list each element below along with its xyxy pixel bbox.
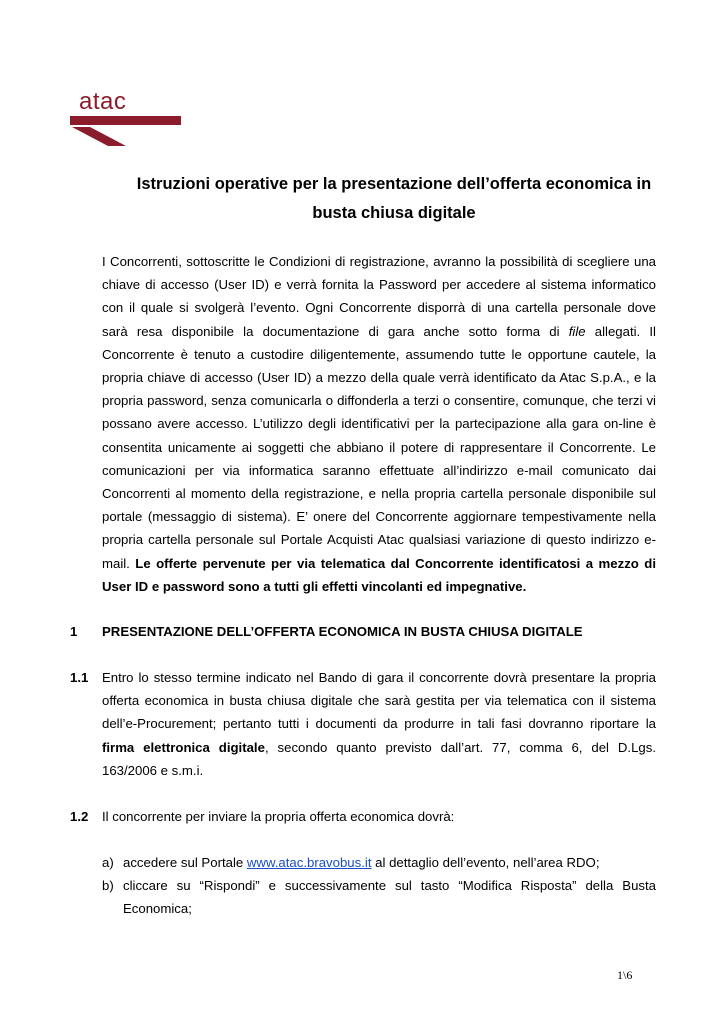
section-text-bold: firma elettronica digitale (102, 739, 265, 755)
list-text (123, 851, 656, 874)
steps-list (102, 851, 656, 920)
list-text: cliccare su “Rispondi” e successivamente sul tasto “Modifica Risposta” della Busta Economica; (123, 878, 656, 917)
section-number: 1 (70, 624, 78, 639)
section-heading: PRESENTAZIONE DELL’OFFERTA ECONOMICA IN BUSTA CHIUSA DIGITALE (102, 624, 583, 639)
list-item (102, 851, 656, 874)
section-text-part: Entro lo stesso termine indicato nel Bando di gara il concorrente dovrà presentare la propria offerta economica in busta chiusa digitale che sarà gestita per via telematica con il sistema dell’e-Procurement; pertanto tutti i documenti da produrre in tali fasi dovranno riportare la (102, 670, 656, 732)
intro-italic: file (568, 323, 586, 339)
section-text (102, 666, 656, 782)
intro-text-1: I Concorrenti, sottoscritte le Condizioni di registrazione, avranno la possibilità di scegliere una chiave di accesso (User ID) e verrà fornita la Password per accedere al sistema informatico con il quale si svolgerà l’evento. Ogni Concorrente disporrà di una cartella personale dove sarà resa disponibile la documentazione di gara anche sotto forma di (102, 254, 656, 339)
intro-bold: Le offerte pervenute per via telematica dal Concorrente identificatosi a mezzo di User ID e password sono a tutti gli effetti vincolanti ed impegnative. (102, 555, 656, 594)
list-marker: b) (102, 878, 114, 893)
logo-mark (70, 88, 185, 148)
title-line-2: busta chiusa digitale (312, 204, 476, 222)
section-text: Il concorrente per inviare la propria offerta economica dovrà: (102, 809, 455, 824)
list-item (102, 874, 656, 920)
page-number: 1\6 (617, 968, 633, 982)
logo-text: atac (79, 88, 127, 115)
list-text-part: accedere sul Portale (123, 855, 247, 870)
list-text-part: al dettaglio dell’evento, nell’area RDO; (371, 855, 600, 870)
document-title (100, 170, 688, 228)
section-number: 1.1 (70, 670, 89, 685)
section-number: 1.2 (70, 809, 89, 824)
title-line-1: Istruzioni operative per la presentazione dell’offerta economica in (136, 175, 652, 193)
atac-logo (70, 88, 185, 148)
portal-link[interactable]: www.atac.bravobus.it (246, 855, 372, 870)
section-text-part: , secondo quanto previsto dall’art. 77, comma 6, del D.Lgs. 163/2006 e s.m.i. (102, 739, 656, 778)
list-marker: a) (102, 855, 114, 870)
intro-text-2: allegati. Il Concorrente è tenuto a custodire diligentemente, assumendo tutte le opportune cautele, la propria chiave di accesso (User ID) a mezzo della quale verrà identificato da Atac S.p.A., e la propria password, senza comunicarla o diffonderla a terzi o consentire, comunque, che terzi vi possano avere accesso. L’utilizzo degli identificativi per la partecipazione alla gara on-line è consentita unicamente ai soggetti che abbiano il potere di rappresentare il Concorrente. Le comunicazioni per via informatica saranno effettuate all’indirizzo e-mail comunicato dai Concorrenti al momento della registrazione, e nella propria cartella personale disponibile sul portale (messaggio di sistema). E’ onere del Concorrente aggiornare tempestivamente nella propria cartella personale sul Portale Acquisti Atac qualsiasi variazione di questo indirizzo e-mail. (102, 323, 656, 571)
intro-paragraph (102, 250, 656, 598)
